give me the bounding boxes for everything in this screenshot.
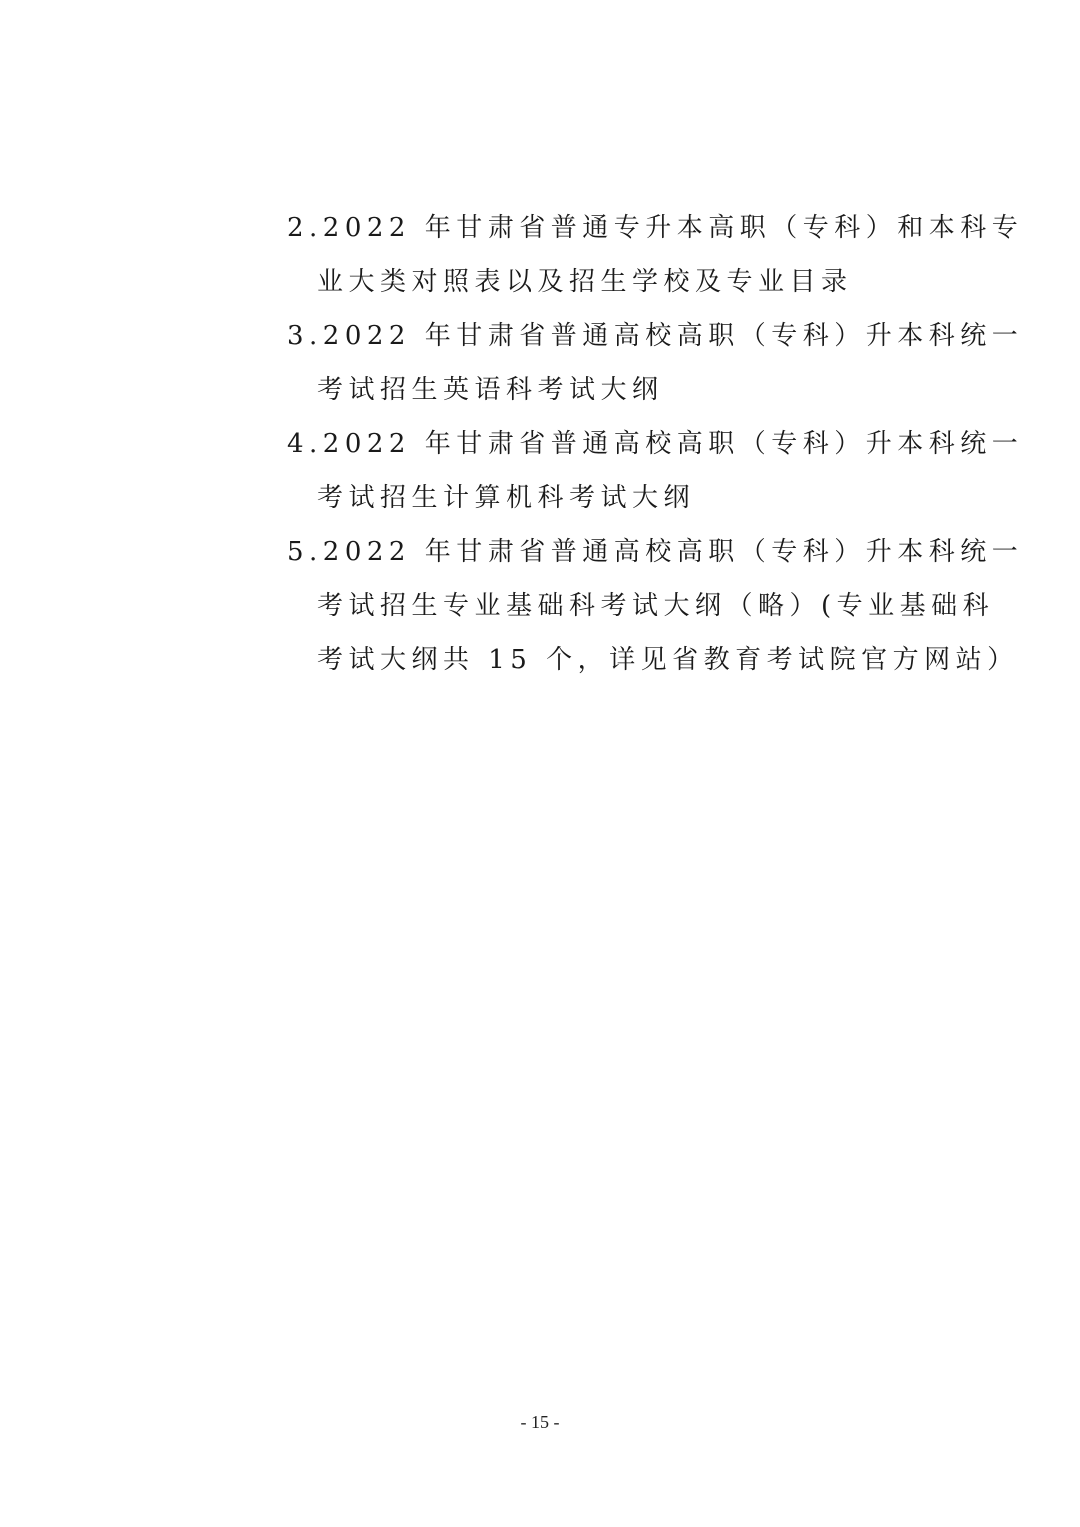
attachment-item-5-line-1: 5.2022 年甘肃省普通高校高职（专科）升本科统一 [287,537,1024,567]
attachment-list [287,205,1024,691]
attachment-item-2 [287,205,1024,305]
attachment-item-5 [287,529,1024,683]
attachment-item-5-line-2: 考试招生专业基础科考试大纲（略）(专业基础科 [317,591,995,621]
attachment-item-4 [287,421,1024,521]
attachment-item-2-line-2: 业大类对照表以及招生学校及专业目录 [317,267,853,297]
attachment-item-4-line-1: 4.2022 年甘肃省普通高校高职（专科）升本科统一 [287,429,1024,459]
attachment-item-3-line-1: 3.2022 年甘肃省普通高校高职（专科）升本科统一 [287,321,1024,351]
attachment-item-3 [287,313,1024,413]
page-number: - 15 - [520,1412,560,1432]
attachment-item-3-line-2: 考试招生英语科考试大纲 [317,375,664,405]
attachment-item-2-line-1: 2.2022 年甘肃省普通专升本高职（专科）和本科专 [287,213,1024,243]
attachment-item-4-line-2: 考试招生计算机科考试大纲 [317,483,696,513]
attachment-item-5-line-3: 考试大纲共 15 个，详见省教育考试院官方网站） [317,645,1019,675]
